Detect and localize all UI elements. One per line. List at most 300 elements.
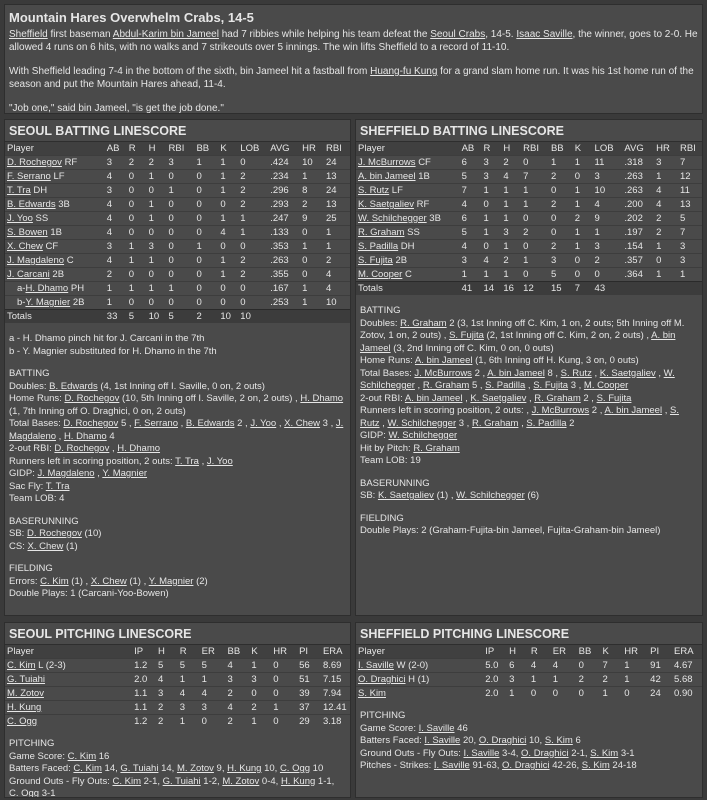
pitcher-name[interactable]: S. Kim — [358, 688, 386, 699]
player-name[interactable]: W. Schilchegger — [358, 213, 427, 224]
stat-cell: .364 — [624, 269, 643, 280]
player-link[interactable]: Abdul-Karim bin Jameel — [112, 29, 219, 40]
pitcher-name[interactable]: C. Ogg — [7, 716, 38, 727]
player-link[interactable]: S. Rutz — [360, 405, 679, 429]
stat-cell: .247 — [270, 213, 289, 224]
player-link[interactable]: K. Saetgaliev — [377, 490, 434, 501]
stat-cell: 0 — [196, 213, 202, 224]
stat-cell: 4 — [106, 255, 113, 266]
player-link[interactable]: I. Saville — [463, 747, 500, 759]
player-link[interactable]: Seoul Crabs — [430, 29, 486, 40]
table-row — [356, 687, 702, 701]
player-link[interactable]: A. bin Jameel — [360, 330, 676, 354]
notes-section — [5, 563, 350, 601]
player-link[interactable]: S. Kim — [590, 747, 619, 759]
column-header: H — [503, 143, 511, 154]
stat-cell: 0 — [128, 199, 135, 210]
stat-cell: 2 — [602, 674, 608, 685]
stat-cell: 1 — [656, 269, 662, 280]
column-header: H — [509, 646, 516, 657]
stat-cell: 7.15 — [322, 674, 342, 685]
player-name[interactable]: X. Chew — [7, 241, 43, 252]
stat-cell: 7.94 — [322, 688, 342, 699]
text-segment: , — [526, 392, 535, 404]
table-row — [5, 715, 350, 729]
player-link[interactable]: S. Rutz — [560, 367, 592, 379]
player-link[interactable]: J. Magdaleno — [9, 418, 344, 442]
stat-cell: 13 — [326, 171, 337, 182]
notes-line — [9, 393, 346, 418]
player-link[interactable]: S. Kim — [544, 735, 573, 746]
player-link[interactable]: O. Draghici — [478, 735, 527, 746]
text-segment: , — [379, 417, 388, 429]
player-link[interactable]: C. Kim — [67, 750, 97, 762]
player-link[interactable]: M. Zotov — [176, 763, 214, 774]
stat-cell: 3 — [148, 241, 154, 252]
text-segment: SB: — [9, 528, 27, 539]
player-name[interactable]: Y. Magnier — [25, 297, 71, 308]
player-link[interactable]: D. Rochegov — [63, 418, 119, 429]
stat-cell: 3 — [106, 157, 113, 168]
stat-cell: 1.1 — [134, 688, 148, 699]
stat-cell: 0 — [148, 227, 154, 238]
player-link[interactable]: J. Yoo — [206, 455, 233, 467]
notes-line — [9, 576, 346, 589]
totals-cell: 2 — [196, 311, 202, 322]
notes-line — [9, 751, 346, 764]
stat-cell: 1 — [106, 297, 113, 308]
stat-cell: 0 — [251, 688, 257, 699]
player-name[interactable]: J. Yoo — [7, 213, 33, 224]
stat-cell: 1 — [503, 269, 509, 280]
text-segment: 8 , — [544, 367, 561, 379]
player-link[interactable]: W. Schilchegger — [388, 430, 458, 441]
stat-cell: 0 — [220, 283, 226, 294]
stat-cell: 0 — [201, 716, 207, 727]
player-link[interactable]: Isaac Saville — [516, 29, 573, 40]
player-link[interactable]: Sheffield — [9, 29, 48, 40]
notes-line — [9, 381, 346, 394]
game-story — [4, 4, 703, 114]
player-link[interactable]: O. Draghici — [502, 760, 550, 771]
stat-cell: 3 — [106, 241, 113, 252]
pitcher-cell — [5, 659, 132, 673]
player-link[interactable]: O. Draghici — [521, 747, 569, 759]
stat-cell: 2 — [302, 199, 308, 210]
player-name[interactable]: S. Rutz — [358, 185, 390, 196]
player-link[interactable]: R. Graham — [413, 442, 460, 454]
player-name[interactable]: J. Magdaleno — [7, 255, 65, 266]
text-segment: "Job one," said bin Jameel, "is get the job done." — [9, 103, 224, 114]
stat-cell: 1.1 — [134, 702, 148, 713]
text-segment: Errors: — [9, 575, 41, 587]
story-title: Mountain Hares Overwhelm Crabs, 14-5 — [9, 10, 254, 25]
stat-cell: 0 — [168, 241, 174, 252]
pitcher-name[interactable]: I. Saville — [358, 660, 394, 671]
stat-cell: 1 — [523, 185, 529, 196]
notes-section — [5, 368, 350, 506]
stat-cell: 2 — [240, 255, 246, 266]
player-link[interactable]: A. bin Jameel — [404, 392, 463, 404]
stat-cell: 1 — [148, 283, 154, 294]
stat-cell: 0 — [196, 199, 202, 210]
seoul-batting-title: SEOUL BATTING LINESCORE — [5, 120, 350, 142]
stat-cell: 0 — [240, 297, 246, 308]
player-link[interactable]: K. Saetgaliev — [599, 367, 656, 379]
stat-cell: 1 — [240, 213, 246, 224]
table-row — [5, 212, 350, 226]
stat-cell: 24 — [326, 157, 337, 168]
player-link[interactable]: X. Chew — [27, 540, 64, 552]
stat-cell: 1 — [574, 157, 581, 168]
player-link[interactable]: K. Saetgaliev — [470, 392, 527, 404]
stat-cell: 10 — [594, 185, 606, 196]
player-cell — [5, 184, 105, 198]
section-title: BATTING — [9, 368, 50, 379]
totals-cell — [654, 282, 678, 296]
stat-cell: 7 — [461, 185, 467, 196]
column-header: ER — [552, 646, 566, 657]
stat-cell: 1 — [509, 688, 515, 699]
stat-cell: 0 — [220, 297, 226, 308]
player-link[interactable]: Y. Magnier — [102, 468, 148, 479]
stat-cell: 0 — [530, 688, 537, 699]
player-link[interactable]: R. Graham — [471, 417, 519, 429]
stat-cell: 1 — [574, 199, 581, 210]
table-row — [5, 198, 350, 212]
pitcher-name[interactable]: O. Draghici — [358, 674, 406, 685]
text-segment: CS: — [9, 540, 28, 552]
player-link[interactable]: H. Dhamo — [300, 393, 344, 404]
table-row — [356, 226, 702, 240]
totals-label: Totals — [7, 311, 32, 322]
pitcher-name[interactable]: G. Tuiahi — [7, 674, 46, 685]
stat-cell: 3.18 — [322, 716, 342, 727]
player-name[interactable]: R. Graham — [358, 227, 405, 238]
notes-line — [360, 735, 698, 748]
totals-cell: 14 — [483, 283, 495, 294]
stat-cell: 0 — [148, 297, 154, 308]
text-segment: 2 , — [589, 405, 605, 416]
stat-cell: 9 — [594, 213, 600, 224]
notes-line — [9, 468, 346, 481]
player-link[interactable]: H. Dhamo — [63, 430, 107, 442]
player-name[interactable]: J. Carcani — [7, 269, 50, 280]
text-segment: had 7 ribbies while helping his team defeat the — [218, 29, 431, 40]
stat-cell: 3 — [680, 241, 686, 252]
stat-cell: 0 — [196, 255, 202, 266]
notes-line — [360, 490, 698, 503]
player-link[interactable]: R. Graham — [422, 380, 470, 391]
stat-cell: 5 — [201, 660, 207, 671]
player-name[interactable]: J. McBurrows — [358, 157, 416, 168]
player-link[interactable]: H. Kung — [227, 763, 262, 774]
stat-cell: 1 — [240, 227, 246, 238]
text-segment: , — [655, 367, 664, 379]
stat-cell: 5.68 — [674, 674, 693, 685]
player-cell — [356, 170, 460, 184]
stat-cell: 10 — [326, 297, 337, 308]
stat-cell: 1 — [168, 185, 174, 196]
section-title: BASERUNNING — [9, 515, 79, 527]
stat-cell: 1 — [168, 283, 174, 294]
stat-cell: 1 — [179, 716, 186, 727]
player-cell — [5, 170, 105, 184]
player-link[interactable]: C. Ogg — [279, 763, 311, 774]
player-link[interactable]: R. Graham — [534, 392, 581, 404]
player-link[interactable]: S. Fujita — [533, 380, 569, 391]
player-cell — [356, 156, 460, 170]
table-row — [5, 673, 350, 687]
stat-cell: 2 — [240, 269, 246, 280]
totals-cell: 43 — [594, 283, 606, 294]
player-name[interactable]: S. Bowen — [7, 227, 48, 238]
player-cell — [356, 198, 460, 212]
seoul-batting-panel — [4, 119, 351, 616]
notes-line — [9, 763, 346, 776]
stat-cell: 4 — [227, 660, 233, 671]
stat-cell: 0 — [196, 283, 202, 294]
pitcher-decision: W (2-0) — [396, 660, 429, 671]
stat-cell: 2 — [578, 674, 584, 685]
stat-cell: 1 — [523, 255, 529, 266]
notes-line — [9, 528, 346, 541]
player-link[interactable]: S. Padilla — [526, 417, 567, 429]
stat-cell: 2 — [227, 688, 233, 699]
notes-line — [9, 588, 346, 601]
pitcher-name[interactable]: H. Kung — [7, 702, 42, 713]
column-header: PI — [650, 646, 660, 657]
player-name[interactable]: T. Tra — [7, 185, 31, 196]
player-name[interactable]: S. Padilla — [358, 241, 399, 252]
stat-cell: .355 — [270, 269, 289, 280]
table-row — [5, 282, 350, 296]
player-link[interactable]: H. Dhamo — [117, 443, 161, 454]
stat-cell: 1 — [196, 157, 202, 168]
stat-cell: 1 — [220, 269, 226, 280]
player-link[interactable]: C. Kim — [73, 763, 102, 774]
notes-line — [360, 355, 698, 368]
stat-cell: 4 — [656, 185, 662, 196]
player-link[interactable]: X. Chew — [90, 575, 127, 587]
stat-cell: 10 — [302, 157, 313, 168]
player-link[interactable]: W. Schilchegger — [360, 367, 675, 391]
player-link[interactable]: W. Schilchegger — [456, 490, 525, 501]
stat-cell: 1 — [220, 255, 226, 266]
player-link[interactable]: Y. Magnier — [148, 575, 194, 587]
stat-cell: 2 — [128, 157, 135, 168]
stat-cell: 0 — [523, 213, 529, 224]
column-header: Player — [358, 646, 385, 657]
text-segment: 14, — [158, 763, 177, 774]
stat-cell: 4 — [201, 688, 207, 699]
table-row — [356, 240, 702, 254]
player-name[interactable]: M. Cooper — [358, 269, 403, 280]
stat-cell: 1 — [220, 185, 226, 196]
pitcher-cell — [5, 701, 132, 715]
stat-cell: 0 — [552, 688, 559, 699]
stat-cell: 0 — [523, 269, 529, 280]
stat-cell: 0 — [196, 269, 202, 280]
totals-row — [5, 310, 350, 324]
player-name[interactable]: F. Serrano — [7, 171, 51, 182]
player-name[interactable]: D. Rochegov — [7, 157, 62, 168]
stat-cell: 1 — [602, 688, 608, 699]
stat-cell: 3 — [483, 157, 489, 168]
seoul-batting-header-row — [5, 142, 350, 156]
player-link[interactable]: D. Rochegov — [26, 528, 82, 539]
player-link[interactable]: F. Serrano — [134, 418, 178, 429]
player-link[interactable]: X. Chew — [284, 418, 321, 429]
text-segment: (2) — [193, 575, 208, 587]
table-row — [356, 212, 702, 226]
player-link[interactable]: S. Fujita — [596, 392, 632, 404]
player-position: DH — [400, 241, 415, 252]
text-segment: 2-1, — [140, 775, 163, 787]
player-link[interactable]: J. McBurrows — [531, 405, 590, 416]
player-link[interactable]: A. bin Jameel — [487, 367, 545, 379]
player-name[interactable]: S. Fujita — [358, 255, 393, 266]
stat-cell: 3 — [550, 255, 557, 266]
player-cell — [5, 282, 105, 296]
text-segment: Home Runs: — [9, 393, 65, 404]
player-link[interactable]: B. Edwards — [185, 418, 235, 429]
player-cell — [5, 156, 105, 170]
player-link[interactable]: C. Kim — [40, 575, 69, 587]
column-header: K — [574, 143, 582, 154]
stat-cell: 1 — [483, 269, 489, 280]
stat-cell: 1 — [680, 269, 686, 280]
player-link[interactable]: G. Tuiahi — [120, 763, 159, 774]
stat-cell: 4 — [106, 213, 113, 224]
player-link[interactable]: B. Edwards — [49, 380, 98, 392]
notes-line — [360, 723, 698, 736]
player-name[interactable]: K. Saetgaliev — [358, 199, 414, 210]
player-link[interactable]: T. Tra — [45, 480, 70, 492]
player-link[interactable]: A. bin Jameel — [414, 355, 473, 366]
totals-cell: 10 — [240, 311, 251, 322]
table-row — [5, 240, 350, 254]
text-segment: , — [462, 392, 471, 404]
player-link[interactable]: J. McBurrows — [414, 367, 472, 379]
text-segment: Ground Outs - Fly Outs: — [9, 775, 113, 787]
player-link[interactable]: M. Zotov — [222, 775, 260, 787]
stat-cell: 2 — [550, 241, 557, 252]
text-segment: 3-4, — [499, 747, 522, 759]
stat-cell: 0 — [483, 241, 489, 252]
player-link[interactable]: D. Rochegov — [54, 443, 110, 454]
text-segment: Batters Faced: — [9, 763, 74, 774]
column-header: RBI — [680, 143, 696, 154]
player-link[interactable]: I. Saville — [433, 760, 470, 771]
stat-cell: 1 — [148, 213, 154, 224]
player-link[interactable]: I. Saville — [424, 735, 461, 746]
player-link[interactable]: S. Padilla — [485, 380, 526, 391]
totals-cell: 7 — [574, 283, 581, 294]
player-link[interactable]: T. Tra — [175, 455, 199, 467]
stat-cell: 0 — [168, 227, 174, 238]
text-segment: Doubles: — [360, 317, 401, 329]
notes-line — [360, 405, 698, 430]
player-position: SS — [407, 227, 420, 238]
player-link[interactable]: J. Magdaleno — [37, 468, 95, 479]
player-link[interactable]: R. Graham — [400, 317, 447, 329]
player-cell — [356, 184, 460, 198]
stat-cell: 0 — [302, 269, 308, 280]
text-segment: Game Score: — [360, 722, 419, 734]
player-link[interactable]: H. Kung — [280, 775, 316, 787]
text-segment: 10 — [310, 763, 324, 774]
stat-cell: 1 — [523, 199, 529, 210]
stat-cell: 4 — [326, 269, 332, 280]
pitcher-name[interactable]: C. Kim — [7, 660, 36, 671]
player-name[interactable]: B. Edwards — [7, 199, 56, 210]
stat-cell: 2 — [326, 255, 332, 266]
player-link[interactable]: G. Tuiahi — [162, 775, 201, 787]
section-title: FIELDING — [360, 512, 404, 524]
player-link[interactable]: J. Yoo — [250, 418, 277, 429]
player-link[interactable]: S. Kim — [581, 760, 610, 771]
stat-cell: 4 — [530, 660, 537, 671]
player-link[interactable]: W. Schilchegger — [387, 417, 457, 429]
player-link[interactable]: M. Cooper — [583, 380, 629, 391]
player-cell — [5, 296, 105, 310]
stat-cell: 1 — [656, 171, 662, 182]
column-header: IP — [485, 646, 495, 657]
text-segment: 2-out RBI: — [360, 392, 405, 404]
player-link[interactable]: A. bin Jameel — [604, 405, 663, 416]
stat-cell: 0 — [128, 227, 135, 238]
sheffield-batting-table — [356, 142, 702, 295]
text-segment: , — [591, 367, 600, 379]
pitcher-name[interactable]: M. Zotov — [7, 688, 44, 699]
player-name[interactable]: H. Dhamo — [25, 283, 69, 294]
player-link[interactable]: D. Rochegov — [64, 393, 120, 404]
stat-cell: 0 — [220, 241, 226, 252]
stat-cell: 1 — [574, 241, 581, 252]
table-row — [5, 226, 350, 240]
stat-cell: 2 — [656, 213, 662, 224]
player-link[interactable]: C. Ogg — [9, 788, 40, 798]
player-link[interactable]: I. Saville — [418, 722, 455, 734]
stat-cell: 0 — [168, 199, 174, 210]
player-link[interactable]: S. Fujita — [449, 330, 484, 341]
stat-cell: .424 — [270, 157, 289, 168]
column-header: Player — [7, 646, 34, 657]
player-position: RF — [416, 199, 430, 210]
stat-cell: 2 — [240, 171, 246, 182]
text-segment: Ground Outs - Fly Outs: — [360, 747, 464, 759]
stat-cell: 3 — [680, 255, 686, 266]
player-link[interactable]: C. Kim — [112, 775, 141, 787]
stat-cell: 1 — [106, 283, 113, 294]
stat-cell: 1 — [251, 716, 257, 727]
stat-cell: 4 — [461, 199, 467, 210]
player-cell — [5, 212, 105, 226]
notes-line — [360, 430, 698, 443]
player-link[interactable]: Huang-fu Kung — [370, 66, 438, 77]
stat-cell: 6 — [509, 660, 515, 671]
stat-cell: 0 — [273, 660, 279, 671]
player-name[interactable]: A. bin Jameel — [358, 171, 416, 182]
notes-line — [9, 481, 346, 494]
stat-cell: 0 — [578, 688, 584, 699]
stat-cell: 3 — [594, 171, 600, 182]
stat-cell: 2 — [594, 255, 600, 266]
column-header: AVG — [270, 143, 290, 154]
stat-cell: 1 — [594, 227, 600, 238]
stat-cell: 0 — [273, 688, 279, 699]
